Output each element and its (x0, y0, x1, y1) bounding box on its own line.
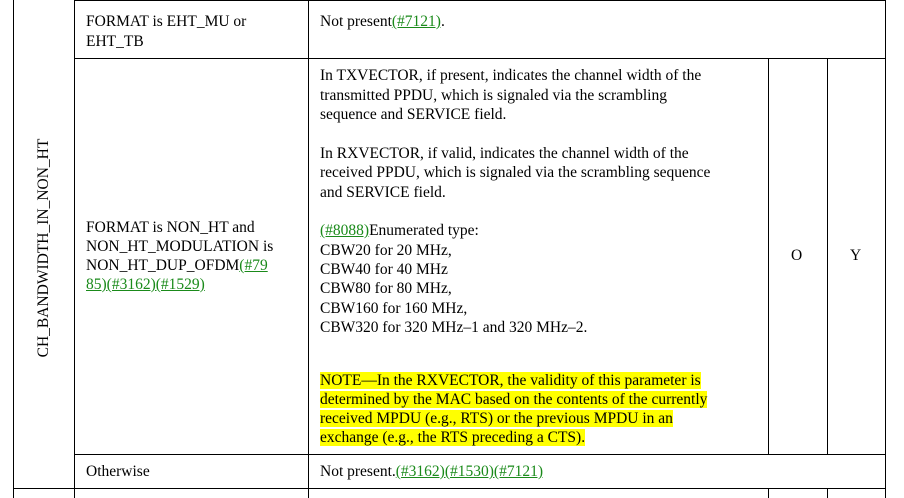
table-divider-col3 (768, 58, 769, 454)
enum-item-3: CBW80 for 80 MHz, (320, 280, 452, 297)
table-line-row1 (74, 58, 886, 59)
table-divider-col2 (308, 0, 309, 498)
note-line-3-text: received MPDU (e.g., RTS) or the previous MPDU in an (320, 410, 673, 427)
table-divider-col1 (74, 0, 75, 498)
row2-condition-link-a[interactable]: (#79 (239, 257, 268, 274)
txvector-flag: O (791, 247, 803, 264)
tx-line-1: In TXVECTOR, if present, indicates the channel width of the (320, 67, 702, 84)
row3-value-link[interactable]: (#3162)(#1530)(#7121) (395, 463, 543, 480)
row1-value-text: Not present (320, 13, 392, 30)
enum-item-1: CBW20 for 20 MHz, (320, 242, 452, 259)
enum-item-5: CBW320 for 320 MHz–1 and 320 MHz–2. (320, 319, 588, 336)
note-line-3 (320, 409, 673, 429)
tx-line-3: sequence and SERVICE field. (320, 106, 507, 123)
row2-condition-link-b[interactable]: 85)(#3162)(#1529) (86, 276, 205, 293)
row2-condition-line3 (86, 256, 268, 276)
row2-condition-line1: FORMAT is NON_HT and (86, 219, 255, 236)
table-divider-col4-bottom (827, 488, 828, 498)
table-line-top (74, 0, 886, 1)
table-divider-col3-bottom (768, 488, 769, 498)
enum-item-4: CBW160 for 160 MHz, (320, 300, 468, 317)
rx-line-3: and SERVICE field. (320, 184, 446, 201)
table-divider-col4 (827, 58, 828, 454)
rxvector-flag: Y (850, 247, 862, 264)
row3-condition: Otherwise (86, 463, 150, 480)
note-line-2-text: determined by the MAC based on the contents of the currently (320, 391, 708, 408)
row1-condition-line1: FORMAT is EHT_MU or (86, 13, 247, 30)
note-line-1 (320, 371, 701, 391)
table-border-left (13, 0, 14, 498)
note-line-4-text: exchange (e.g., the RTS preceding a CTS). (320, 429, 586, 446)
table-border-right (885, 0, 886, 498)
enum-link[interactable]: (#8088) (320, 222, 370, 239)
row2-condition-line2: NON_HT_MODULATION is (86, 238, 274, 255)
parameter-name: CH_BANDWIDTH_IN_NON_HT (35, 138, 52, 358)
row2-condition-line3-text: NON_HT_DUP_OFDM (86, 257, 240, 274)
enum-text: Enumerated type: (369, 222, 479, 239)
enum-heading (320, 221, 479, 241)
rx-line-2: received PPDU, which is signaled via the scrambling sequence (320, 164, 711, 181)
row1-condition-line2: EHT_TB (86, 33, 144, 50)
row3-value (320, 462, 543, 482)
row1-value-end: . (440, 13, 445, 30)
table-line-row2 (74, 454, 886, 455)
note-line-2 (320, 390, 707, 410)
tx-line-2: transmitted PPDU, which is signaled via the scrambling (320, 87, 667, 104)
enum-item-2: CBW40 for 40 MHz (320, 261, 448, 278)
table-line-row3 (13, 488, 886, 489)
note-line-4 (320, 428, 585, 448)
row1-value-link[interactable]: (#7121) (391, 13, 441, 30)
rx-line-1: In RXVECTOR, if valid, indicates the channel width of the (320, 145, 689, 162)
note-line-1-text: NOTE—In the RXVECTOR, the validity of this parameter is (320, 372, 701, 389)
row1-value (320, 12, 445, 32)
row3-value-text: Not present. (320, 463, 396, 480)
